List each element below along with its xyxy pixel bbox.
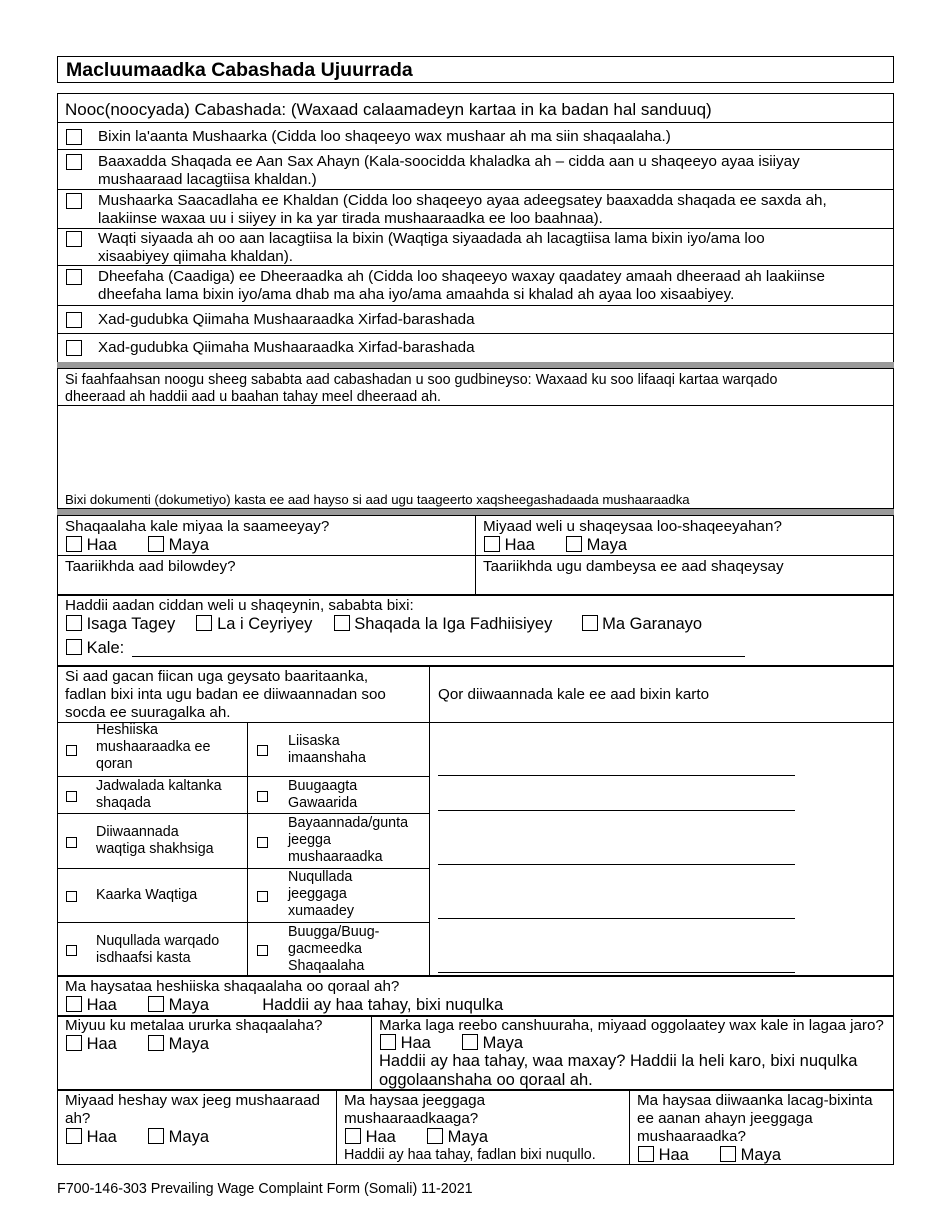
record-label-vehicle-logs: Buugaagta Gawaarida [288, 778, 358, 811]
no-label: Maya [168, 996, 210, 1014]
record-label-bounced-checks: Nuqullada jeeggaga xumaadey [288, 869, 354, 919]
record-label-personal-time: Diiwaannada waqtiga shakhsiga [96, 824, 214, 857]
reason-fired-label: La i Ceyriyey [217, 615, 313, 633]
reason-fired-checkbox[interactable] [196, 615, 212, 631]
other-record-line-2[interactable] [438, 810, 795, 811]
paystubs-answers [345, 1128, 488, 1147]
paystubs-note: Haddii ay haa tahay, fadlan bixi nuqullo. [344, 1147, 596, 1163]
payment-records-yes-checkbox[interactable] [638, 1146, 654, 1162]
record-checkbox-bounced-checks[interactable] [257, 889, 268, 907]
union-answers [66, 1035, 209, 1054]
complaint-types-heading: Nooc(noocyada) Cabashada: (Waxaad calaamadeyn kartaa in ka badan hal sanduuq) [65, 100, 712, 119]
paychecks-no-checkbox[interactable] [148, 1128, 164, 1144]
written-copy-note: Haddii ay haa tahay, bixi nuqulka [262, 996, 504, 1014]
record-label-correspondence: Nuqullada warqado isdhaafsi kasta [96, 933, 220, 966]
record-label-schedules: Jadwalada kaltanka shaqada [96, 778, 222, 811]
union-question: Miyuu ku metalaa ururka shaqaalaha? [65, 1017, 323, 1034]
type-checkbox-unpaid[interactable] [66, 129, 82, 148]
no-label: Maya [740, 1146, 782, 1164]
still-employed-answers [484, 536, 627, 555]
reason-question: Haddii aadan ciddan weli u shaqeynin, sababta bixi: [65, 597, 414, 614]
yes-label: Haa [658, 1146, 689, 1164]
yes-label: Haa [86, 1035, 117, 1053]
type-checkbox-fringe[interactable] [66, 269, 82, 288]
written-no-checkbox[interactable] [148, 996, 164, 1012]
no-label: Maya [482, 1034, 524, 1052]
deductions-note: Haddii ay haa tahay, waa maxay? Haddii la heli karo, bixi nuqulka oggolaanshaha oo qoraal ah. [379, 1052, 858, 1089]
yes-label: Haa [400, 1034, 431, 1052]
record-label-signin: Liisaska imaanshaha [288, 733, 366, 766]
type-label-wrong-rate: Mushaarka Saacadlaha ee Khaldan (Cidda loo shaqeeyo ayaa adeegsatey baaxadda shaqada ee saxda ah, laakiinse waxaa uu i siiyey in ka yar tirada mushaaraadka ee loo baahnaa). [98, 192, 827, 227]
end-date-label: Taariikhda ugu dambeysa ee aad shaqeysay [483, 558, 784, 575]
reason-other-checkbox[interactable] [66, 639, 82, 655]
reason-options [66, 615, 702, 634]
reason-unknown-checkbox[interactable] [582, 615, 598, 631]
reason-unknown-label: Ma Garanayo [602, 615, 703, 633]
reason-other-row [66, 639, 124, 658]
record-label-contract: Heshiiska mushaaraadka ee qoran [96, 722, 211, 772]
still-employed-no-checkbox[interactable] [566, 536, 582, 552]
type-label-fringe: Dheefaha (Caadiga) ee Dheeraadka ah (Cidda loo shaqeeyo waxay qaadatey amaah dheeraad ah laakiinse dheefaha lama bixin iyo/ama dhab ma aha iyo/ama amaahda si khalad ah ayaa loo xisaabiyey. [98, 268, 825, 303]
record-checkbox-personal-time[interactable] [66, 835, 77, 853]
paystubs-yes-checkbox[interactable] [345, 1128, 361, 1144]
payment-records-answers [638, 1146, 781, 1165]
deductions-question: Marka laga reebo canshuuraha, miyaad oggolaatey wax kale in lagaa jaro? [379, 1017, 884, 1034]
describe-textarea[interactable] [58, 406, 893, 488]
type-checkbox-wrong-rate[interactable] [66, 193, 82, 212]
type-label-apprentice-1: Xad-gudubka Qiimaha Mushaaraadka Xirfad-barashada [98, 311, 475, 328]
record-checkbox-handbook[interactable] [257, 943, 268, 961]
reason-other-label: Kale: [86, 639, 125, 657]
yes-label: Haa [504, 536, 535, 554]
type-label-misclassification: Baaxadda Shaqada ee Aan Sax Ahayn (Kala-soocidda khaladka ah – cidda aan u shaqeeyo ayaa isiiyay mushaaraad lacagtiisa khaldan.) [98, 153, 800, 188]
yes-label: Haa [86, 536, 117, 554]
reason-laid-off-label: Shaqada la Iga Fadhiisiyey [354, 615, 553, 633]
union-yes-checkbox[interactable] [66, 1035, 82, 1051]
record-label-handbook: Buugga/Buug- gacmeedka Shaqaalaha [288, 924, 380, 974]
written-agreement-answers [66, 996, 503, 1015]
reason-laid-off-checkbox[interactable] [334, 615, 350, 631]
paychecks-yes-checkbox[interactable] [66, 1128, 82, 1144]
form-title: Macluumaadka Cabashada Ujuurrada [66, 59, 413, 81]
title-box [57, 56, 894, 83]
paychecks-question: Miyaad heshay wax jeeg mushaaraad ah? [65, 1092, 320, 1127]
type-checkbox-apprentice-1[interactable] [66, 312, 82, 331]
type-checkbox-misclassification[interactable] [66, 154, 82, 173]
other-record-line-3[interactable] [438, 864, 795, 865]
type-label-apprentice-2: Xad-gudubka Qiimaha Mushaaraadka Xirfad-barashada [98, 339, 475, 356]
written-agreement-question: Ma haysataa heshiiska shaqaalaha oo qoraal ah? [65, 978, 400, 995]
type-label-unpaid: Bixin la'aanta Mushaarka (Cidda loo shaqeeyo wax mushaar ah ma siin shaqaalaha.) [98, 128, 671, 145]
yes-label: Haa [86, 996, 117, 1014]
paychecks-answers [66, 1128, 209, 1147]
type-label-overtime: Waqti siyaada ah oo aan lacagtiisa la bixin (Waqtiga siyaadada ah lacagtiisa lama bixin iyo/ama loo xisaabiyey qiimaha khaldan). [98, 230, 765, 265]
record-checkbox-timecard[interactable] [66, 889, 77, 907]
deductions-no-checkbox[interactable] [462, 1034, 478, 1050]
deductions-yes-checkbox[interactable] [380, 1034, 396, 1050]
yes-label: Haa [365, 1128, 396, 1146]
reason-quit-checkbox[interactable] [66, 615, 82, 631]
others-affected-question: Shaqaalaha kale miyaa la saameeyay? [65, 518, 330, 535]
record-checkbox-correspondence[interactable] [66, 943, 77, 961]
deductions-answers [380, 1034, 523, 1053]
other-record-line-5[interactable] [438, 972, 795, 973]
payment-records-no-checkbox[interactable] [720, 1146, 736, 1162]
reason-quit-label: Isaga Tagey [86, 615, 176, 633]
type-checkbox-overtime[interactable] [66, 231, 82, 250]
written-yes-checkbox[interactable] [66, 996, 82, 1012]
others-affected-answers [66, 536, 209, 555]
other-record-line-4[interactable] [438, 918, 795, 919]
other-records-heading: Qor diiwaannada kale ee aad bixin karto [438, 686, 710, 703]
paystubs-question: Ma haysaa jeeggaga mushaaraadkaaga? [344, 1092, 486, 1127]
yes-label: Haa [86, 1128, 117, 1146]
start-date-label: Taariikhda aad bilowdey? [65, 558, 236, 575]
no-label: Maya [168, 1035, 210, 1053]
reason-other-field[interactable] [132, 656, 745, 657]
no-label: Maya [586, 536, 628, 554]
records-instructions: Si aad gacan fiican uga geysato baaritaanka, fadlan bixi inta ugu badan ee diiwaannadan soo socda ee suuragalka ah. [65, 668, 386, 721]
documents-note: Bixi dokumenti (dokumetiyo) kasta ee aad hayso si aad ugu taageerto xaqsheegashadaada mushaaraadka [65, 492, 690, 507]
record-checkbox-schedules[interactable] [66, 789, 77, 807]
still-employed-question: Miyaad weli u shaqeysaa loo-shaqeeyahan? [483, 518, 782, 535]
record-label-timecard: Kaarka Waqtiga [96, 887, 198, 903]
others-affected-no-checkbox[interactable] [148, 536, 164, 552]
no-label: Maya [168, 1128, 210, 1146]
describe-instructions: Si faahfaahsan noogu sheeg sababta aad cabashadan u soo gudbineyso: Waxaad ku soo lifaaqi kartaa warqado dheeraad ah haddii aad u baahan tahay meel dheeraad ah. [65, 372, 778, 405]
no-label: Maya [447, 1128, 489, 1146]
record-checkbox-contract[interactable] [66, 743, 77, 761]
record-label-paystubs: Bayaannada/gunta jeegga mushaaraadka [288, 815, 409, 865]
form-footer-id: F700-146-303 Prevailing Wage Complaint Form (Somali) 11-2021 [57, 1181, 473, 1197]
record-checkbox-vehicle-logs[interactable] [257, 789, 268, 807]
record-checkbox-paystubs[interactable] [257, 835, 268, 853]
other-record-line-1[interactable] [438, 775, 795, 776]
paystubs-no-checkbox[interactable] [427, 1128, 443, 1144]
union-no-checkbox[interactable] [148, 1035, 164, 1051]
type-checkbox-apprentice-2[interactable] [66, 340, 82, 359]
others-affected-yes-checkbox[interactable] [66, 536, 82, 552]
payment-records-question: Ma haysaa diiwaanka lacag-bixinta ee aanan ahayn jeeggaga mushaaraadka? [637, 1092, 873, 1145]
no-label: Maya [168, 536, 210, 554]
record-checkbox-signin[interactable] [257, 743, 268, 761]
still-employed-yes-checkbox[interactable] [484, 536, 500, 552]
